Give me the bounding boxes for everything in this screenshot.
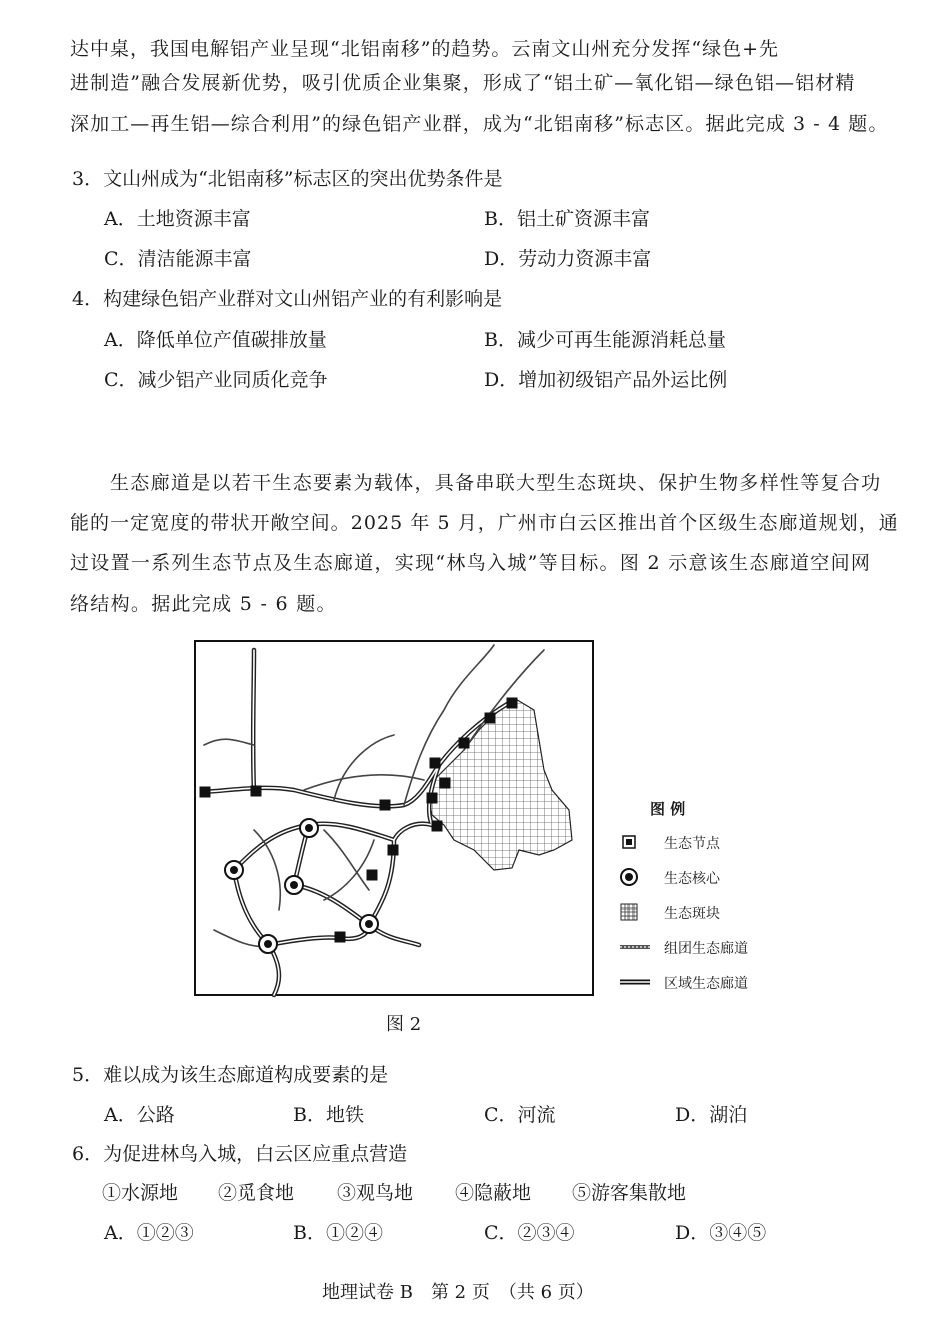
passage2-line-1: 生态廊道是以若干生态要素为载体，具备串联大型生态斑块、保护生物多样性等复合功 xyxy=(110,472,882,494)
q3-stem: 3．文山州成为“北铝南移”标志区的突出优势条件是 xyxy=(72,168,503,190)
ecological-corridor-map xyxy=(194,640,594,996)
q6-option-c: C．②③④ xyxy=(484,1222,575,1244)
legend-label-node: 生态节点 xyxy=(664,836,720,852)
q6-item-2: ②觅食地 xyxy=(218,1182,295,1204)
q4-option-b: B．减少可再生能源消耗总量 xyxy=(484,329,726,351)
legend-label-regional-corridor: 区域生态廊道 xyxy=(664,976,748,992)
passage1-line-1: 进制造”融合发展新优势，吸引优质企业集聚，形成了“铝土矿—氧化铝—绿色铝—铝材精 xyxy=(70,72,856,94)
q4-option-d: D．增加初级铝产品外运比例 xyxy=(484,369,728,391)
q5-stem: 5．难以成为该生态廊道构成要素的是 xyxy=(72,1064,389,1086)
legend-title: 图 例 xyxy=(650,800,686,818)
passage2-line-4: 络结构。据此完成 5 - 6 题。 xyxy=(70,593,337,615)
q6-option-b: B．①②④ xyxy=(293,1222,383,1244)
page-footer: 地理试卷 B 第 2 页 （共 6 页） xyxy=(322,1282,594,1303)
map-legend xyxy=(620,798,820,998)
q6-item-1: ①水源地 xyxy=(102,1182,179,1204)
q3-option-b: B．铝土矿资源丰富 xyxy=(484,208,650,230)
regional-corridor-line-icon xyxy=(620,972,650,992)
legend-label-core: 生态核心 xyxy=(664,871,720,887)
group-corridor-line-icon xyxy=(620,937,650,957)
q3-option-d: D．劳动力资源丰富 xyxy=(484,248,652,270)
cut-line-text: 达中桌，我国电解铝产业呈现“北铝南移”的趋势。云南文山州充分发挥“绿色+先 xyxy=(70,38,780,60)
q5-option-b: B．地铁 xyxy=(293,1104,364,1126)
q5-option-d: D．湖泊 xyxy=(675,1104,748,1126)
cut-off-top-line xyxy=(70,22,870,60)
q6-option-d: D．③④⑤ xyxy=(675,1222,767,1244)
legend-label-group-corridor: 组团生态廊道 xyxy=(664,941,748,957)
q3-option-c: C．清洁能源丰富 xyxy=(104,248,252,270)
figure-caption: 图 2 xyxy=(386,1014,422,1035)
q5-option-a: A．公路 xyxy=(104,1104,175,1126)
legend-label-patch: 生态斑块 xyxy=(664,906,720,922)
q6-stem: 6．为促进林鸟入城，白云区应重点营造 xyxy=(72,1143,408,1165)
q4-stem: 4．构建绿色铝产业群对文山州铝产业的有利影响是 xyxy=(72,288,503,310)
passage2-line-3: 过设置一系列生态节点及生态廊道，实现“林鸟入城”等目标。图 2 示意该生态廊道空间网 xyxy=(70,552,872,574)
node-square-icon xyxy=(620,832,650,852)
q6-item-3: ③观鸟地 xyxy=(337,1182,414,1204)
q6-option-a: A．①②③ xyxy=(104,1222,194,1244)
q4-option-a: A．降低单位产值碳排放量 xyxy=(104,329,327,351)
passage2-line-2: 能的一定宽度的带状开敞空间。2025 年 5 月，广州市白云区推出首个区级生态廊道规划，通 xyxy=(70,512,899,534)
q5-option-c: C．河流 xyxy=(484,1104,556,1126)
q6-item-4: ④隐蔽地 xyxy=(455,1182,532,1204)
passage1-line-2: 深加工—再生铝—综合利用”的绿色铝产业群，成为“北铝南移”标志区。据此完成 3 - 4 题。 xyxy=(70,113,889,135)
q4-option-c: C．减少铝产业同质化竞争 xyxy=(104,369,328,391)
q3-option-a: A．土地资源丰富 xyxy=(104,208,251,230)
core-circle-icon xyxy=(620,867,650,887)
patch-grid-icon xyxy=(620,902,650,922)
q6-item-5: ⑤游客集散地 xyxy=(572,1182,687,1204)
